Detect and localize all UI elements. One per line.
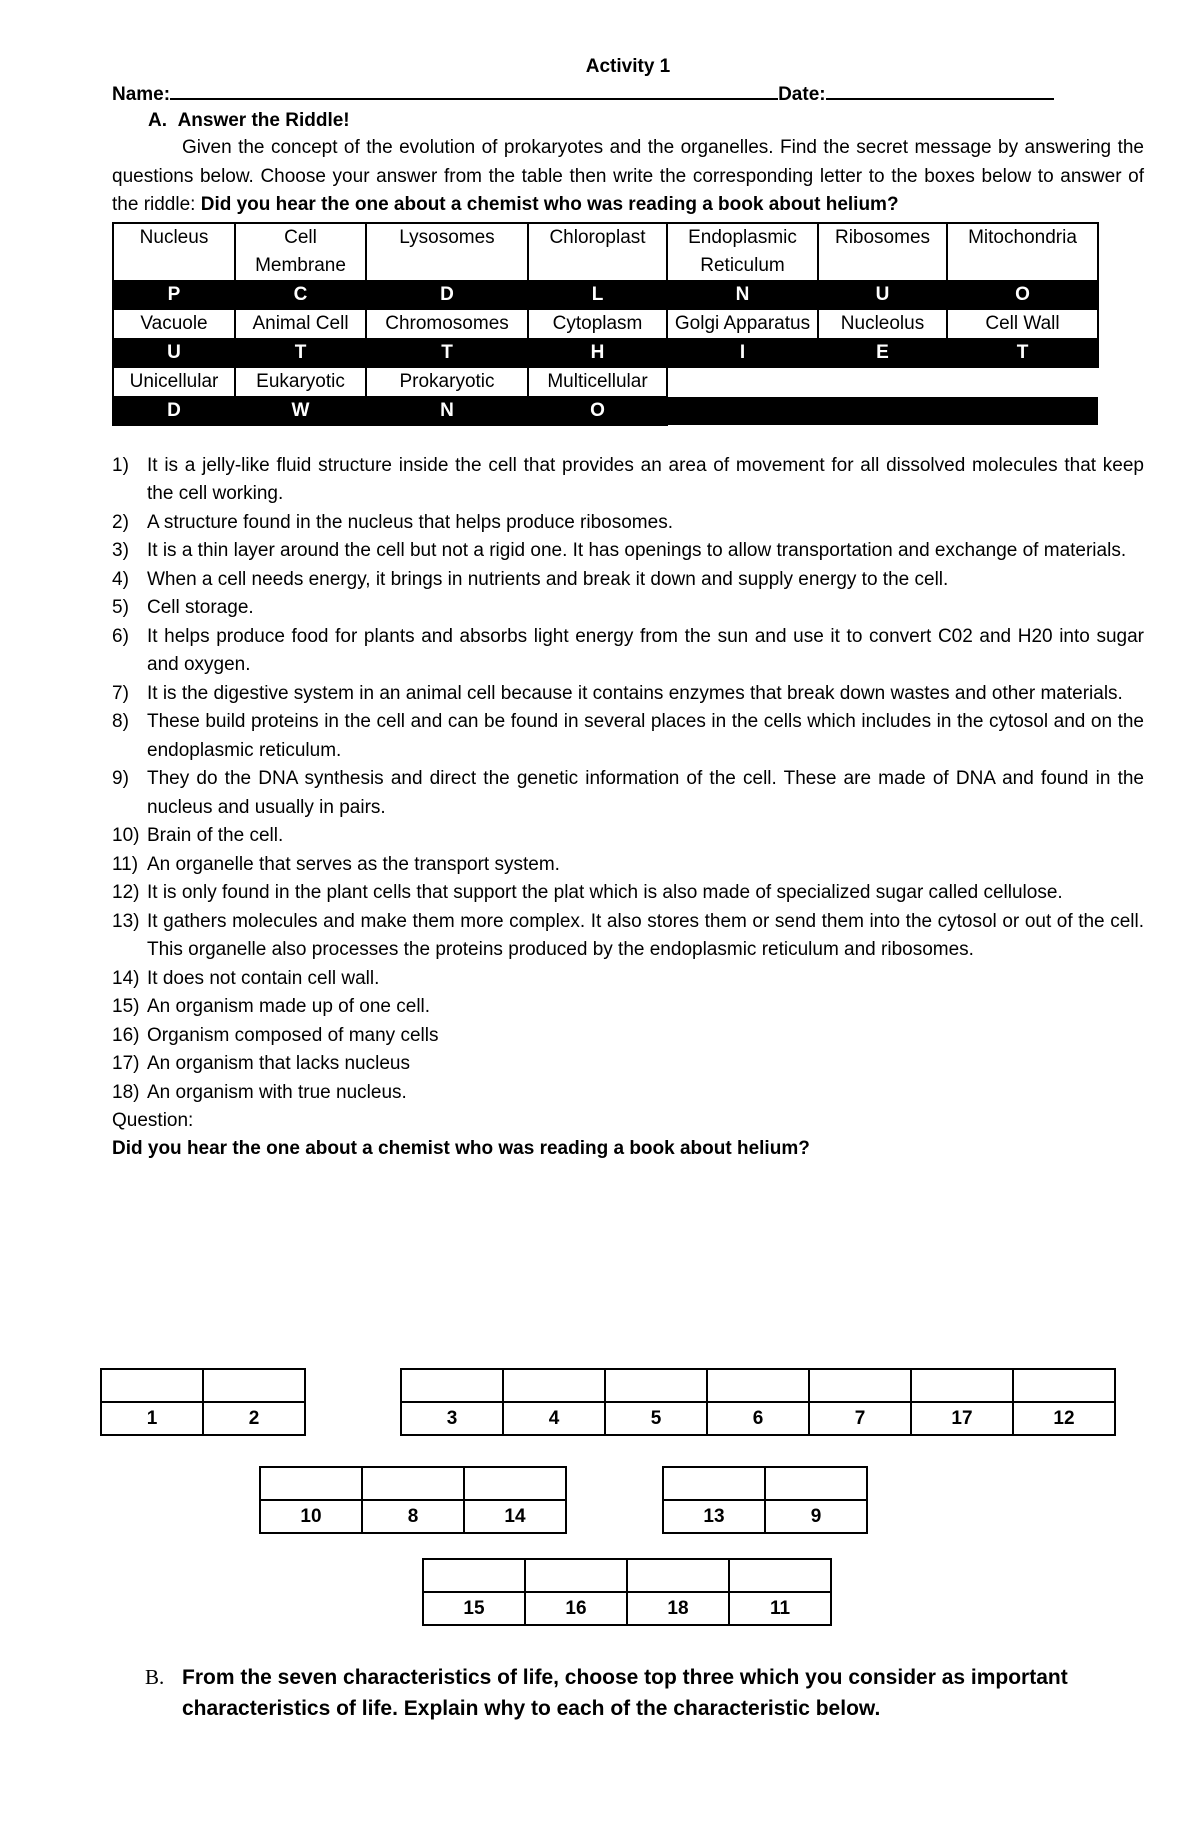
answer-letter-box[interactable]: [911, 1369, 1013, 1402]
answer-letter-box[interactable]: [663, 1467, 765, 1500]
question-text: It gathers molecules and make them more complex. It also stores them or send them into the cytosol or out of the cell. This organelle also processes the proteins produced by the endoplasmic reticulum and ribosomes.: [147, 910, 1144, 960]
answer-number: 8: [362, 1500, 464, 1533]
key-empty-cell: [818, 397, 947, 425]
question-number: 13): [112, 910, 140, 932]
question-text: Organism composed of many cells: [147, 1024, 439, 1046]
key-letter: N: [667, 281, 818, 309]
question-text: It is the digestive system in an animal cell because it contains enzymes that break down wastes and other materials.: [147, 682, 1123, 704]
key-term: Cell Wall: [947, 309, 1098, 339]
question-item: [112, 594, 1144, 623]
question-number: 9): [112, 768, 129, 789]
answer-word-box: [100, 1368, 306, 1436]
key-empty-cell: [667, 397, 818, 425]
key-empty-cell: [667, 367, 818, 397]
answer-letter-box[interactable]: [260, 1467, 362, 1500]
key-term-row: [113, 309, 1098, 339]
question-number: 12): [112, 882, 140, 903]
key-letter: U: [113, 339, 235, 367]
question-text: Brain of the cell.: [147, 825, 284, 846]
answer-number: 16: [525, 1592, 627, 1625]
key-term-row: [113, 223, 1098, 281]
question-item: [112, 993, 1144, 1022]
question-number: 4): [112, 568, 129, 590]
answer-blank-row: [663, 1467, 867, 1500]
key-letter: H: [528, 339, 667, 367]
question-item: [112, 509, 1144, 538]
key-letter: U: [818, 281, 947, 309]
key-term-row: [113, 367, 1098, 397]
key-empty-cell: [947, 367, 1098, 397]
question-text: It is only found in the plant cells that support the plat which is also made of specialized sugar called cellulose.: [147, 882, 1063, 903]
answer-number-row: [663, 1500, 867, 1533]
answer-letter-box[interactable]: [503, 1369, 605, 1402]
answer-blank-row: [101, 1369, 305, 1402]
answer-number: 1: [101, 1402, 203, 1435]
question-text: An organism with true nucleus.: [147, 1081, 407, 1103]
answer-letter-box[interactable]: [809, 1369, 911, 1402]
question-text: An organism that lacks nucleus: [147, 1053, 410, 1074]
question-text: When a cell needs energy, it brings in nutrients and break it down and supply energy to the cell.: [147, 568, 949, 590]
question-text: An organelle that serves as the transport system.: [147, 853, 560, 875]
question-text: These build proteins in the cell and can be found in several places in the cells which includes in the cytosol and on the endoplasmic reticulum.: [147, 711, 1144, 761]
key-letter: P: [113, 281, 235, 309]
answer-number: 10: [260, 1500, 362, 1533]
key-empty-cell: [947, 397, 1098, 425]
key-letter: T: [235, 339, 366, 367]
answer-number: 6: [707, 1402, 809, 1435]
answer-number: 11: [729, 1592, 831, 1625]
section-b-letter: B.: [145, 1665, 165, 1689]
question-number: 5): [112, 597, 129, 618]
answer-number-row: [423, 1592, 831, 1625]
answer-blank-row: [423, 1559, 831, 1592]
answer-word-box: [400, 1368, 1116, 1436]
page-title: Activity 1: [585, 56, 671, 77]
riddle-text: Did you hear the one about a chemist who was reading a book about helium?: [200, 194, 899, 215]
key-letter: T: [366, 339, 528, 367]
section-b-text: From the seven characteristics of life, choose top three which you consider as important characteristics of life. Explain why to each of the characteristic below.: [182, 1666, 1068, 1720]
key-letter-row: [113, 281, 1098, 309]
instructions: [112, 134, 1144, 220]
question-number: 8): [112, 711, 129, 732]
question-item: [112, 623, 1144, 680]
answer-number-row: [401, 1402, 1115, 1435]
question-list: [112, 452, 1144, 1108]
question-item: [112, 822, 1144, 851]
key-term: Unicellular: [113, 367, 235, 397]
answer-number: 14: [464, 1500, 566, 1533]
question-label: Question:: [112, 1110, 194, 1131]
question-number: 1): [112, 454, 129, 476]
question-item: [112, 1050, 1144, 1079]
question-number: 16): [112, 1024, 140, 1046]
key-term: Nucleus: [113, 223, 235, 281]
answer-number: 17: [911, 1402, 1013, 1435]
question-item: [112, 537, 1144, 566]
question-text: A structure found in the nucleus that helps produce ribosomes.: [147, 511, 673, 533]
question-item: [112, 1079, 1144, 1108]
question-number: 10): [112, 825, 140, 846]
key-term: Eukaryotic: [235, 367, 366, 397]
instructions-text: Given the concept of the evolution of prokaryotes and the organelles. Find the secret message by answering the questions below. Choose your answer from the table then write the corresponding letter to the boxes below to answer of the riddle:: [112, 137, 1144, 215]
name-label: Name:: [112, 84, 171, 105]
question-text: It is a thin layer around the cell but not a rigid one. It has openings to allow transportation and exchange of materials.: [147, 540, 1127, 561]
answer-word-box: [662, 1466, 868, 1534]
key-term: Golgi Apparatus: [667, 309, 818, 339]
answer-number: 4: [503, 1402, 605, 1435]
question-text: Did you hear the one about a chemist who was reading a book about helium?: [112, 1138, 810, 1159]
answer-number-row: [101, 1402, 305, 1435]
key-term: Cytoplasm: [528, 309, 667, 339]
answer-key-table: [112, 222, 1099, 426]
date-label: Date:: [778, 84, 826, 105]
key-letter: T: [947, 339, 1098, 367]
section-a-letter: A.: [148, 110, 167, 131]
question-item: [112, 680, 1144, 709]
question-item: [112, 708, 1144, 765]
answer-number: 5: [605, 1402, 707, 1435]
key-letter: L: [528, 281, 667, 309]
key-term: Chloroplast: [528, 223, 667, 281]
answer-number: 12: [1013, 1402, 1115, 1435]
question-text: It does not contain cell wall.: [147, 967, 380, 989]
question-number: 15): [112, 996, 140, 1017]
question-number: 17): [112, 1053, 140, 1074]
question-number: 14): [112, 967, 140, 989]
answer-letter-box[interactable]: [627, 1559, 729, 1592]
answer-letter-box[interactable]: [1013, 1369, 1115, 1402]
section-b: [145, 1662, 1135, 1724]
key-term: Ribosomes: [818, 223, 947, 281]
key-term: Prokaryotic: [366, 367, 528, 397]
key-term: Cell Membrane: [235, 223, 366, 281]
date-field[interactable]: [826, 84, 1054, 100]
key-term: Lysosomes: [366, 223, 528, 281]
answer-letter-box[interactable]: [101, 1369, 203, 1402]
answer-number-row: [260, 1500, 566, 1533]
answer-letter-box[interactable]: [729, 1559, 831, 1592]
answer-letter-box[interactable]: [765, 1467, 867, 1500]
answer-number: 13: [663, 1500, 765, 1533]
answer-letter-box[interactable]: [203, 1369, 305, 1402]
answer-letter-box[interactable]: [362, 1467, 464, 1500]
question-text: Cell storage.: [147, 597, 254, 618]
question-item: [112, 908, 1144, 965]
question-number: 11): [112, 853, 139, 875]
key-letter: E: [818, 339, 947, 367]
key-term: Nucleolus: [818, 309, 947, 339]
key-letter: O: [947, 281, 1098, 309]
key-term: Endoplasmic Reticulum: [667, 223, 818, 281]
question-text: It is a jelly-like fluid structure inside the cell that provides an area of movement for all dissolved molecules that keep the cell working.: [147, 454, 1144, 504]
question-item: [112, 879, 1144, 908]
key-letter: N: [366, 397, 528, 425]
answer-number: 9: [765, 1500, 867, 1533]
key-letter: C: [235, 281, 366, 309]
question-number: 7): [112, 682, 129, 704]
section-a-heading: [148, 110, 1144, 132]
answer-word-box: [259, 1466, 567, 1534]
key-letter: D: [113, 397, 235, 425]
key-term: Mitochondria: [947, 223, 1098, 281]
answer-letter-box[interactable]: [401, 1369, 503, 1402]
answer-letter-box[interactable]: [423, 1559, 525, 1592]
key-empty-cell: [818, 367, 947, 397]
question-text: An organism made up of one cell.: [147, 996, 431, 1017]
answer-letter-box[interactable]: [525, 1559, 627, 1592]
key-term: Animal Cell: [235, 309, 366, 339]
question-number: 6): [112, 625, 129, 647]
question-item: [112, 765, 1144, 822]
answer-number: 3: [401, 1402, 503, 1435]
answer-blank-row: [260, 1467, 566, 1500]
answer-letter-box[interactable]: [464, 1467, 566, 1500]
question-item: [112, 452, 1144, 509]
answer-number: 18: [627, 1592, 729, 1625]
question-text: It helps produce food for plants and absorbs light energy from the sun and use it to convert C02 and H20 into sugar and oxygen.: [147, 625, 1144, 675]
answer-number: 7: [809, 1402, 911, 1435]
question-item: [112, 1022, 1144, 1051]
key-term: Chromosomes: [366, 309, 528, 339]
worksheet-page: [112, 56, 1144, 1163]
answer-number: 15: [423, 1592, 525, 1625]
key-letter-row: [113, 339, 1098, 367]
question-item: [112, 566, 1144, 595]
question-item: [112, 851, 1144, 880]
name-field[interactable]: [170, 84, 778, 100]
name-date-row: [112, 84, 1144, 106]
key-term: Vacuole: [113, 309, 235, 339]
answer-letter-box[interactable]: [605, 1369, 707, 1402]
question-number: 18): [112, 1081, 140, 1103]
question-text: They do the DNA synthesis and direct the genetic information of the cell. These are made of DNA and found in the nucleus and usually in pairs.: [147, 768, 1144, 818]
section-a-title: Answer the Riddle!: [177, 110, 350, 131]
key-letter-row: [113, 397, 1098, 425]
question-number: 2): [112, 511, 129, 533]
question-number: 3): [112, 540, 129, 561]
answer-number: 2: [203, 1402, 305, 1435]
answer-blank-row: [401, 1369, 1115, 1402]
answer-letter-box[interactable]: [707, 1369, 809, 1402]
key-letter: I: [667, 339, 818, 367]
key-letter: O: [528, 397, 667, 425]
key-letter: W: [235, 397, 366, 425]
key-term: Multicellular: [528, 367, 667, 397]
answer-word-box: [422, 1558, 832, 1626]
key-letter: D: [366, 281, 528, 309]
question-item: [112, 965, 1144, 994]
